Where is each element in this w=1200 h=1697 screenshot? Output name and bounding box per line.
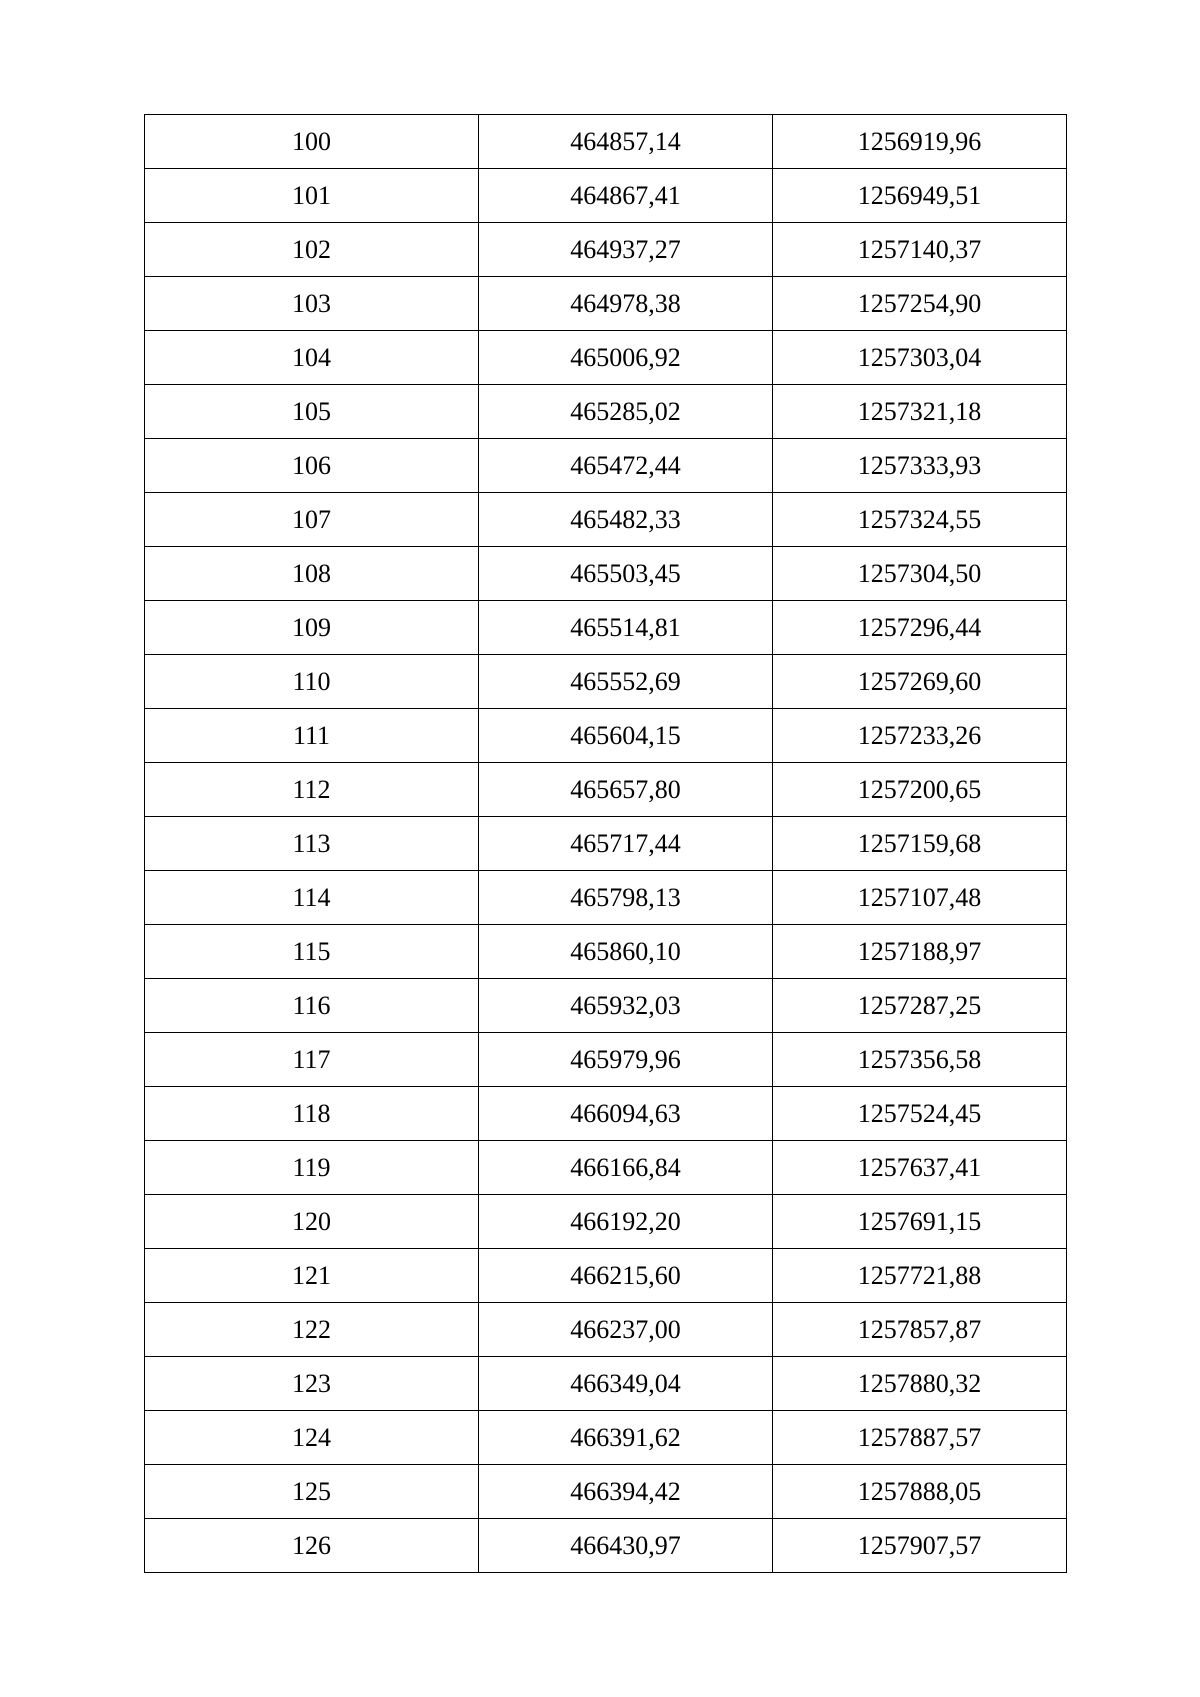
y-coordinate-cell: 1257107,48 [773, 871, 1067, 925]
point-number-cell: 111 [145, 709, 479, 763]
y-coordinate-cell: 1257888,05 [773, 1465, 1067, 1519]
x-coordinate-cell: 465006,92 [479, 331, 773, 385]
y-coordinate-cell: 1257880,32 [773, 1357, 1067, 1411]
x-coordinate-cell: 465503,45 [479, 547, 773, 601]
point-number-cell: 101 [145, 169, 479, 223]
y-coordinate-cell: 1257907,57 [773, 1519, 1067, 1573]
point-number-cell: 112 [145, 763, 479, 817]
y-coordinate-cell: 1257637,41 [773, 1141, 1067, 1195]
table-row [145, 1465, 1067, 1519]
x-coordinate-cell: 465285,02 [479, 385, 773, 439]
point-number-cell: 117 [145, 1033, 479, 1087]
point-number-cell: 122 [145, 1303, 479, 1357]
y-coordinate-cell: 1257304,50 [773, 547, 1067, 601]
x-coordinate-cell: 465932,03 [479, 979, 773, 1033]
table-row [145, 655, 1067, 709]
point-number-cell: 104 [145, 331, 479, 385]
table-row [145, 1141, 1067, 1195]
y-coordinate-cell: 1257140,37 [773, 223, 1067, 277]
x-coordinate-cell: 464867,41 [479, 169, 773, 223]
table-row [145, 925, 1067, 979]
coordinates-table-body [145, 115, 1067, 1573]
point-number-cell: 105 [145, 385, 479, 439]
table-row [145, 493, 1067, 547]
x-coordinate-cell: 465472,44 [479, 439, 773, 493]
point-number-cell: 121 [145, 1249, 479, 1303]
x-coordinate-cell: 466391,62 [479, 1411, 773, 1465]
y-coordinate-cell: 1257287,25 [773, 979, 1067, 1033]
table-row [145, 1357, 1067, 1411]
point-number-cell: 103 [145, 277, 479, 331]
table-row [145, 169, 1067, 223]
y-coordinate-cell: 1257324,55 [773, 493, 1067, 547]
point-number-cell: 118 [145, 1087, 479, 1141]
y-coordinate-cell: 1257200,65 [773, 763, 1067, 817]
y-coordinate-cell: 1257233,26 [773, 709, 1067, 763]
table-row [145, 763, 1067, 817]
y-coordinate-cell: 1256919,96 [773, 115, 1067, 169]
table-row [145, 1033, 1067, 1087]
point-number-cell: 123 [145, 1357, 479, 1411]
y-coordinate-cell: 1257524,45 [773, 1087, 1067, 1141]
point-number-cell: 109 [145, 601, 479, 655]
table-row [145, 547, 1067, 601]
y-coordinate-cell: 1257721,88 [773, 1249, 1067, 1303]
y-coordinate-cell: 1256949,51 [773, 169, 1067, 223]
table-row [145, 979, 1067, 1033]
x-coordinate-cell: 466166,84 [479, 1141, 773, 1195]
x-coordinate-cell: 466394,42 [479, 1465, 773, 1519]
point-number-cell: 116 [145, 979, 479, 1033]
x-coordinate-cell: 464937,27 [479, 223, 773, 277]
x-coordinate-cell: 465979,96 [479, 1033, 773, 1087]
point-number-cell: 110 [145, 655, 479, 709]
table-row [145, 817, 1067, 871]
table-row [145, 223, 1067, 277]
x-coordinate-cell: 464978,38 [479, 277, 773, 331]
point-number-cell: 120 [145, 1195, 479, 1249]
x-coordinate-cell: 465657,80 [479, 763, 773, 817]
y-coordinate-cell: 1257159,68 [773, 817, 1067, 871]
table-row [145, 277, 1067, 331]
y-coordinate-cell: 1257254,90 [773, 277, 1067, 331]
y-coordinate-cell: 1257691,15 [773, 1195, 1067, 1249]
x-coordinate-cell: 465798,13 [479, 871, 773, 925]
table-row [145, 115, 1067, 169]
table-row [145, 871, 1067, 925]
point-number-cell: 107 [145, 493, 479, 547]
coordinates-table [144, 114, 1067, 1573]
table-row [145, 385, 1067, 439]
y-coordinate-cell: 1257296,44 [773, 601, 1067, 655]
y-coordinate-cell: 1257887,57 [773, 1411, 1067, 1465]
x-coordinate-cell: 465717,44 [479, 817, 773, 871]
x-coordinate-cell: 465514,81 [479, 601, 773, 655]
y-coordinate-cell: 1257356,58 [773, 1033, 1067, 1087]
x-coordinate-cell: 465552,69 [479, 655, 773, 709]
y-coordinate-cell: 1257303,04 [773, 331, 1067, 385]
table-row [145, 439, 1067, 493]
point-number-cell: 108 [145, 547, 479, 601]
x-coordinate-cell: 466430,97 [479, 1519, 773, 1573]
x-coordinate-cell: 465860,10 [479, 925, 773, 979]
y-coordinate-cell: 1257857,87 [773, 1303, 1067, 1357]
x-coordinate-cell: 466094,63 [479, 1087, 773, 1141]
x-coordinate-cell: 465482,33 [479, 493, 773, 547]
table-row [145, 1249, 1067, 1303]
point-number-cell: 100 [145, 115, 479, 169]
y-coordinate-cell: 1257333,93 [773, 439, 1067, 493]
point-number-cell: 113 [145, 817, 479, 871]
y-coordinate-cell: 1257188,97 [773, 925, 1067, 979]
table-row [145, 1303, 1067, 1357]
x-coordinate-cell: 466237,00 [479, 1303, 773, 1357]
y-coordinate-cell: 1257269,60 [773, 655, 1067, 709]
y-coordinate-cell: 1257321,18 [773, 385, 1067, 439]
table-row [145, 709, 1067, 763]
x-coordinate-cell: 465604,15 [479, 709, 773, 763]
x-coordinate-cell: 466192,20 [479, 1195, 773, 1249]
table-row [145, 1087, 1067, 1141]
point-number-cell: 106 [145, 439, 479, 493]
table-row [145, 1411, 1067, 1465]
x-coordinate-cell: 466215,60 [479, 1249, 773, 1303]
table-row [145, 601, 1067, 655]
point-number-cell: 124 [145, 1411, 479, 1465]
point-number-cell: 114 [145, 871, 479, 925]
point-number-cell: 126 [145, 1519, 479, 1573]
table-row [145, 1195, 1067, 1249]
table-row [145, 1519, 1067, 1573]
point-number-cell: 102 [145, 223, 479, 277]
table-row [145, 331, 1067, 385]
point-number-cell: 115 [145, 925, 479, 979]
x-coordinate-cell: 464857,14 [479, 115, 773, 169]
x-coordinate-cell: 466349,04 [479, 1357, 773, 1411]
point-number-cell: 119 [145, 1141, 479, 1195]
point-number-cell: 125 [145, 1465, 479, 1519]
